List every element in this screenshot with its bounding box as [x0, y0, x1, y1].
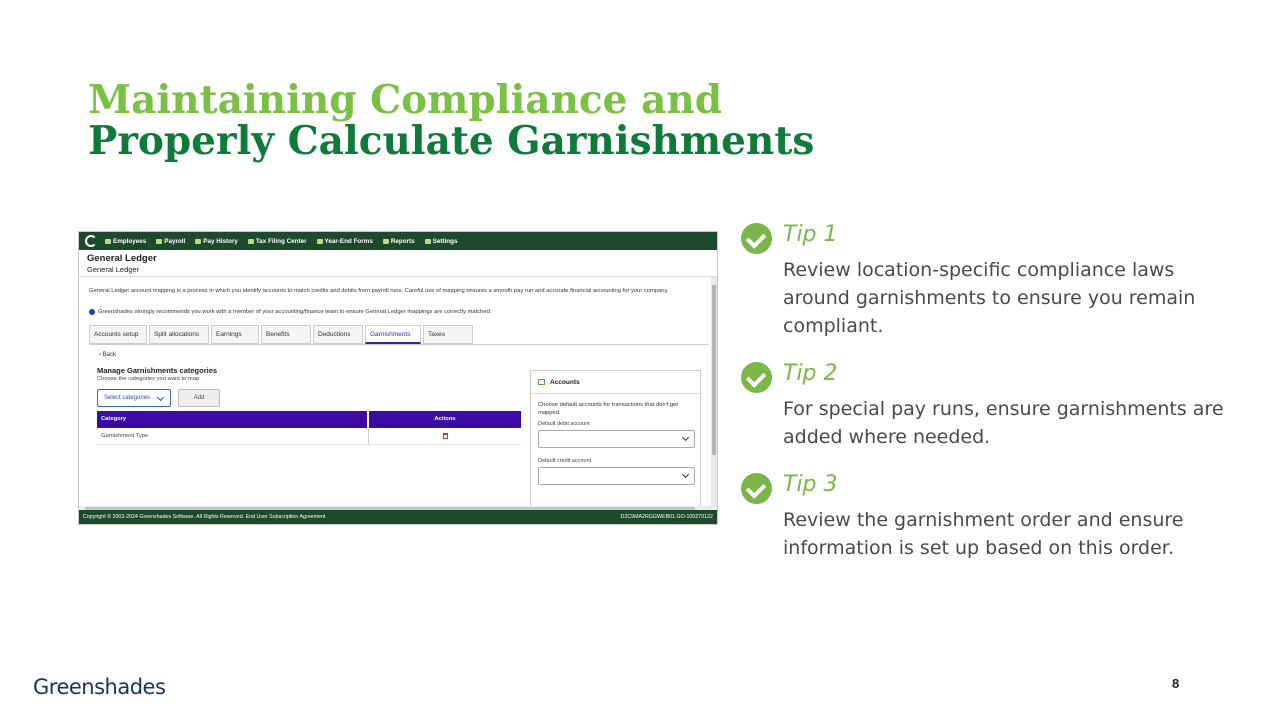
page-heading: General Ledger — [87, 253, 157, 264]
table-row — [97, 428, 521, 445]
default-debit-select[interactable] — [538, 430, 695, 448]
general-ledger-screenshot — [78, 231, 718, 525]
nav-item-reports[interactable]: Reports — [383, 238, 415, 245]
info-note — [89, 309, 491, 315]
default-credit-select[interactable] — [538, 467, 695, 485]
greenshades-g-logo-icon — [85, 235, 97, 247]
footer-copyright: Copyright © 2003-2024 Greenshades Software. All Rights Reserved. End User Subscription Agreement — [83, 514, 326, 520]
slide-title-line1: Maintaining Compliance and — [88, 77, 722, 123]
categories-table — [97, 411, 521, 445]
nav-item-settings[interactable]: Settings — [425, 238, 458, 245]
slide-title-line2: Properly Calculate Garnishments — [88, 118, 815, 164]
page-number: 8 — [1172, 676, 1180, 691]
tab-taxes[interactable]: Taxes — [423, 325, 473, 344]
select-categories-dropdown[interactable]: Select categories — [97, 389, 171, 407]
tab-deductions[interactable]: Deductions — [313, 325, 363, 344]
money-icon — [156, 239, 162, 244]
app-nav-bar — [79, 232, 717, 250]
tab-earnings[interactable]: Earnings — [211, 325, 259, 344]
manage-categories-title: Manage Garnishments categories — [97, 366, 218, 375]
document-icon — [317, 239, 323, 244]
info-text: Greenshades strongly recommends you work with a member of your accounting/finance team to ensure General Ledger mappings are correctly matched. — [98, 309, 492, 315]
column-header-actions: Actions — [434, 416, 456, 422]
slide-title — [88, 77, 815, 164]
checkmark-icon — [741, 362, 772, 393]
tip-title: Tip 3 — [783, 472, 838, 497]
nav-item-payroll[interactable]: Payroll — [156, 238, 185, 245]
back-link[interactable]: ‹ Back — [99, 352, 117, 358]
trash-icon[interactable] — [443, 433, 448, 439]
footer-build-id: D2C9MA2RGGWEB01.GO-100270122 — [620, 514, 713, 520]
accounts-description: Choose default accounts for transactions that don't get mapped. — [538, 402, 678, 416]
scrollbar-thumb[interactable] — [712, 285, 716, 455]
vertical-scrollbar[interactable] — [711, 277, 717, 507]
default-debit-label: Default debit account — [538, 421, 590, 427]
table-header — [97, 411, 521, 428]
building-icon — [248, 239, 254, 244]
tip-title: Tip 1 — [783, 222, 838, 247]
nav-item-year-end-forms[interactable]: Year-End Forms — [317, 238, 373, 245]
chevron-down-icon — [682, 434, 689, 441]
people-icon — [105, 239, 111, 244]
add-button[interactable]: Add — [178, 389, 220, 407]
tip-body: Review the garnishment order and ensure information is set up based on this order. — [783, 509, 1184, 559]
tab-garnishments[interactable]: Garnishments — [365, 325, 421, 344]
tab-accounts-setup[interactable]: Accounts setup — [89, 325, 147, 344]
chevron-down-icon — [157, 394, 164, 401]
checkmark-icon — [741, 223, 772, 254]
nav-item-employees[interactable]: Employees — [105, 238, 146, 245]
checkmark-icon — [741, 473, 772, 504]
category-cell: Garnishment Type — [97, 428, 369, 444]
wrench-icon — [425, 239, 431, 244]
tab-benefits[interactable]: Benefits — [261, 325, 311, 344]
chevron-down-icon — [682, 471, 689, 478]
tip-body: Review location-specific compliance laws around garnishments to ensure you remain compliant. — [783, 259, 1196, 337]
default-credit-label: Default credit account — [538, 458, 592, 464]
nav-item-pay-history[interactable]: Pay History — [195, 238, 238, 245]
screenshot-content — [79, 277, 717, 520]
tip-body: For special pay runs, ensure garnishments are added where needed. — [783, 398, 1224, 448]
tab-split-allocations[interactable]: Split allocations — [149, 325, 209, 344]
actions-cell — [369, 428, 521, 444]
reports-icon — [383, 239, 389, 244]
info-icon — [89, 309, 95, 315]
manage-categories-subtitle: Choose the categories you want to map. — [97, 376, 201, 382]
app-footer — [79, 510, 717, 524]
page-subheading: General Ledger — [79, 265, 717, 277]
nav-item-tax-filing-center[interactable]: Tax Filing Center — [248, 238, 307, 245]
ledger-tabs — [89, 325, 475, 344]
tip-title: Tip 2 — [783, 361, 838, 386]
tab-divider — [89, 344, 709, 345]
accounts-panel — [530, 370, 701, 520]
greenshades-logo: Greenshades — [33, 675, 166, 699]
ledger-description: General Ledger account mapping is a process in which you identify accounts to match credits and debits from payroll runs. Careful use of mapping ensures a smooth pay run and accurate financial accounting for your company. — [89, 288, 669, 294]
column-header-category: Category — [97, 411, 369, 428]
history-icon — [195, 239, 201, 244]
accounts-panel-header: Accounts — [531, 371, 700, 394]
checkbox-icon — [538, 379, 545, 385]
